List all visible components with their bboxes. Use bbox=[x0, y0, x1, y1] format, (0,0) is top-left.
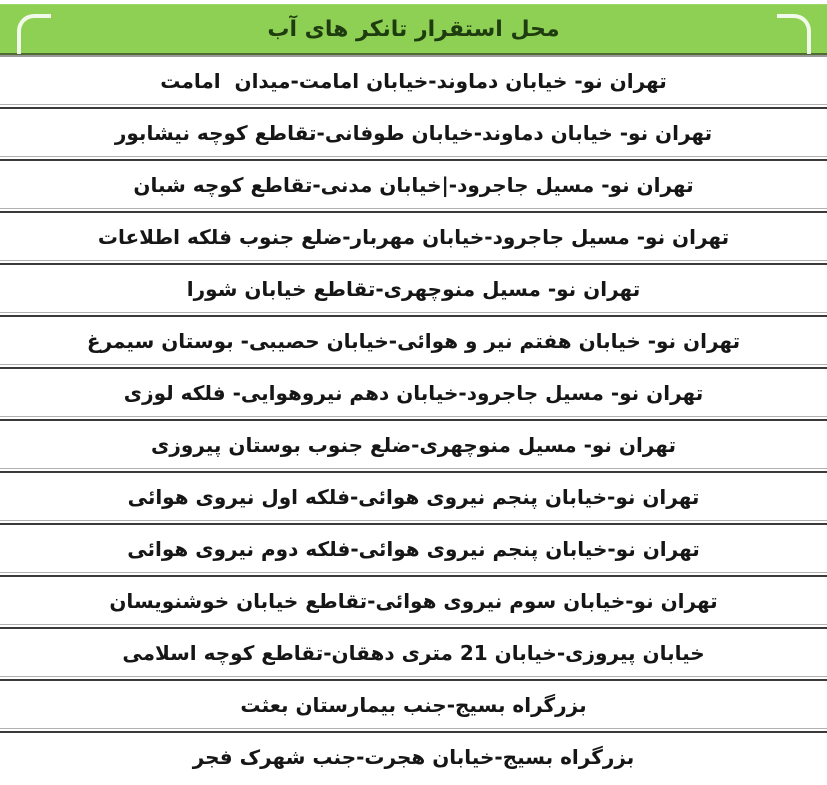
table-row: تهران نو- مسیل جاجرود-|خیابان مدنی-تقاطع کوچه شبان bbox=[0, 161, 827, 208]
table-row: تهران نو- خیابان هفتم نیر و هوائی-خیابان حصیبی- بوستان سیمرغ bbox=[0, 317, 827, 364]
table-row: بزرگراه بسیج-خیابان هجرت-جنب شهرک فجر bbox=[0, 733, 827, 780]
table-row: تهران نو-خیابان سوم نیروی هوائی-تقاطع خیابان خوشنویسان bbox=[0, 577, 827, 624]
table-row: تهران نو- مسیل منوچهری-تقاطع خیابان شورا bbox=[0, 265, 827, 312]
table-row: بزرگراه بسیج-جنب بیمارستان بعثت bbox=[0, 681, 827, 728]
table-row: تهران نو- مسیل منوچهری-ضلع جنوب بوستان پیروزی bbox=[0, 421, 827, 468]
table-row: تهران نو- خیابان دماوند-خیابان طوفانی-تقاطع کوچه نیشابور bbox=[0, 109, 827, 156]
table-row: تهران نو- مسیل جاجرود-خیابان دهم نیروهوایی- فلکه لوزی bbox=[0, 369, 827, 416]
page-title: محل استقرار تانکر های آب bbox=[267, 16, 560, 42]
tanker-list bbox=[0, 57, 827, 780]
table-row: تهران نو- خیابان دماوند-خیابان امامت-میدان امامت bbox=[0, 57, 827, 104]
table-header-banner bbox=[0, 4, 827, 55]
corner-bracket-right-icon bbox=[777, 14, 811, 54]
table-row: تهران نو-خیابان پنجم نیروی هوائی-فلکه اول نیروی هوائی bbox=[0, 473, 827, 520]
table-row: تهران نو-خیابان پنجم نیروی هوائی-فلکه دوم نیروی هوائی bbox=[0, 525, 827, 572]
corner-bracket-left-icon bbox=[17, 14, 51, 54]
water-tanker-table bbox=[0, 4, 827, 780]
table-row: تهران نو- مسیل جاجرود-خیابان مهربار-ضلع جنوب فلکه اطلاعات bbox=[0, 213, 827, 260]
page-root bbox=[0, 4, 827, 785]
table-row: خیابان پیروزی-خیابان 21 متری دهقان-تقاطع کوچه اسلامی bbox=[0, 629, 827, 676]
